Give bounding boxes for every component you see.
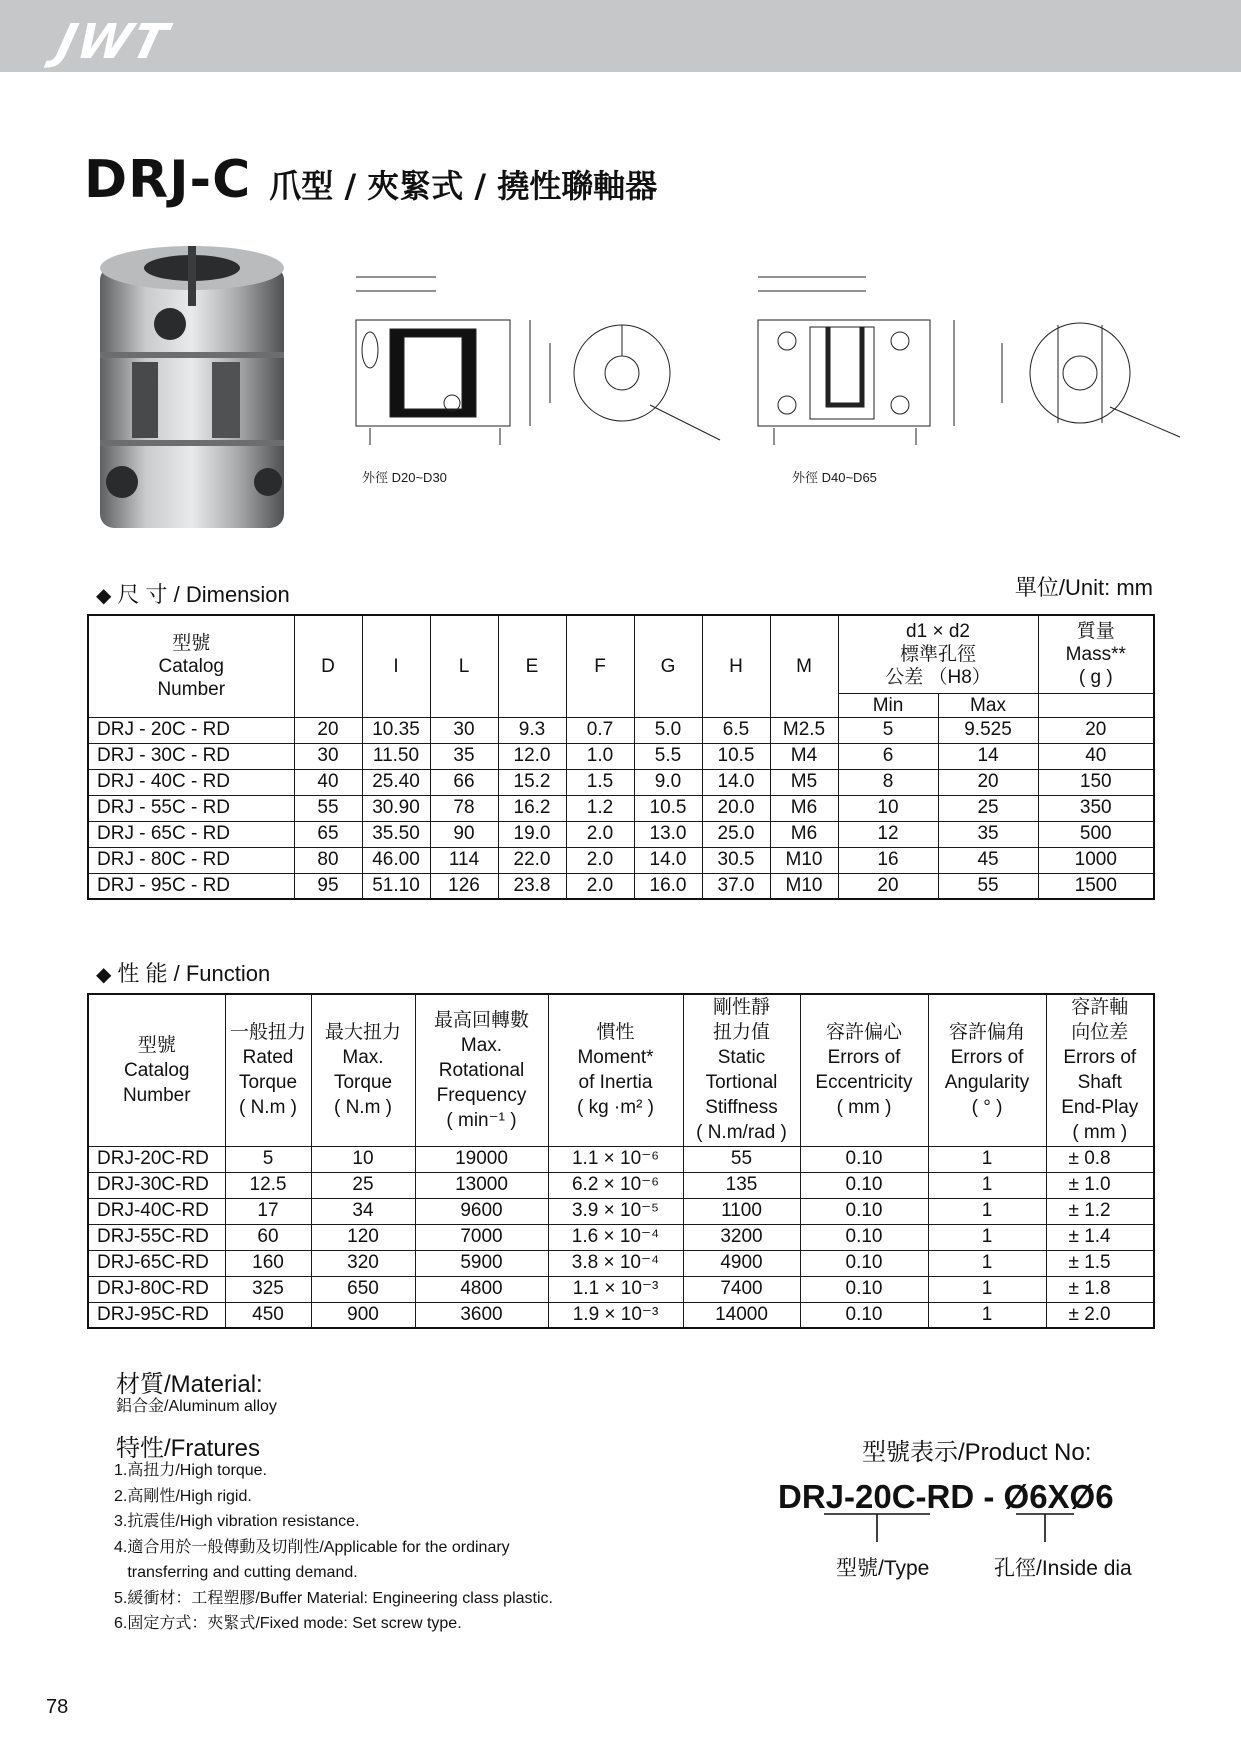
cell-d: 40 — [294, 769, 362, 795]
cell-h: 10.5 — [702, 743, 770, 769]
dimension-heading: ◆ 尺 寸 / Dimension — [96, 582, 290, 607]
cell-endplay: ± 0.8 — [1046, 1146, 1154, 1172]
cell-e: 23.8 — [498, 873, 566, 899]
cell-i: 30.90 — [362, 795, 430, 821]
cell-h: 20.0 — [702, 795, 770, 821]
cell-catalog: DRJ-80C-RD — [88, 1276, 225, 1302]
cell-max: 14 — [938, 743, 1038, 769]
cell-i: 10.35 — [362, 717, 430, 743]
header-line: Catalog — [124, 1059, 190, 1081]
cell-g: 5.0 — [634, 717, 702, 743]
header-stiffness — [683, 994, 800, 1146]
header-g: G — [634, 615, 702, 717]
cell-l: 126 — [430, 873, 498, 899]
cell-e: 19.0 — [498, 821, 566, 847]
cell-h: 37.0 — [702, 873, 770, 899]
cell-d: 80 — [294, 847, 362, 873]
page-title — [84, 150, 657, 210]
cell-inertia: 1.6 × 10⁻⁴ — [548, 1224, 683, 1250]
header-i: I — [362, 615, 430, 717]
feature-item: 1.高扭力/High torque. — [114, 1462, 267, 1479]
coupling-photo — [92, 244, 292, 544]
header-line: 剛性靜 — [712, 997, 770, 1019]
cell-speed: 3600 — [415, 1302, 548, 1328]
diamond-icon: ◆ — [96, 964, 112, 986]
cell-i: 11.50 — [362, 743, 430, 769]
cell-max: 35 — [938, 821, 1038, 847]
cell-catalog: DRJ - 65C - RD — [88, 821, 294, 847]
cell-f: 2.0 — [566, 873, 634, 899]
cell-m: M6 — [770, 795, 838, 821]
cell-d: 65 — [294, 821, 362, 847]
cell-ang: 1 — [928, 1224, 1046, 1250]
unit-label: 單位/Unit: mm — [1014, 575, 1153, 600]
header-h: H — [702, 615, 770, 717]
cell-e: 22.0 — [498, 847, 566, 873]
type-label: 型號/Type — [836, 1557, 930, 1580]
header-line: of Inertia — [578, 1072, 653, 1094]
product-title: 型號表示/Product No: — [862, 1439, 1092, 1466]
cell-f: 0.7 — [566, 717, 634, 743]
cell-e: 16.2 — [498, 795, 566, 821]
header-band — [0, 0, 1241, 72]
cell-speed: 7000 — [415, 1224, 548, 1250]
cell-max: 120 — [311, 1224, 415, 1250]
cell-inertia: 1.9 × 10⁻³ — [548, 1302, 683, 1328]
cell-mass: 150 — [1038, 769, 1154, 795]
cell-g: 9.0 — [634, 769, 702, 795]
cell-g: 13.0 — [634, 821, 702, 847]
header-speed — [415, 994, 548, 1146]
cell-max: 650 — [311, 1276, 415, 1302]
cell-i: 51.10 — [362, 873, 430, 899]
cell-l: 78 — [430, 795, 498, 821]
header-line: 容許偏角 — [948, 1022, 1025, 1044]
header-line: 型號 — [137, 1034, 176, 1056]
cell-f: 1.0 — [566, 743, 634, 769]
cell-inertia: 3.9 × 10⁻⁵ — [548, 1198, 683, 1224]
cell-catalog: DRJ - 80C - RD — [88, 847, 294, 873]
cell-ecc: 0.10 — [800, 1276, 928, 1302]
header-line: 一般扭力 — [229, 1022, 306, 1044]
header-line: 最高回轉數 — [433, 1009, 529, 1031]
header-line: Moment* — [577, 1047, 654, 1069]
cell-e: 12.0 — [498, 743, 566, 769]
header-line: Shaft — [1077, 1072, 1122, 1094]
cell-max: 20 — [938, 769, 1038, 795]
header-line: Max. — [342, 1047, 384, 1069]
cell-rated: 325 — [225, 1276, 311, 1302]
product-code: DRJ-20C-RD - Ø6XØ6 — [778, 1478, 1114, 1515]
cell-g: 14.0 — [634, 847, 702, 873]
cell-speed: 9600 — [415, 1198, 548, 1224]
material-title: 材質/Material: — [116, 1371, 263, 1398]
material-desc: 鋁合金/Aluminum alloy — [116, 1398, 277, 1415]
cell-min: 20 — [838, 873, 938, 899]
cell-speed: 13000 — [415, 1172, 548, 1198]
header-line: 容許偏心 — [825, 1022, 902, 1044]
cell-catalog: DRJ-65C-RD — [88, 1250, 225, 1276]
header-line: Max. — [460, 1034, 503, 1056]
header-line: Angularity — [944, 1072, 1030, 1094]
cell-h: 14.0 — [702, 769, 770, 795]
cell-ecc: 0.10 — [800, 1172, 928, 1198]
feature-item: 3.抗震佳/High vibration resistance. — [114, 1513, 360, 1530]
table-row — [88, 1250, 1154, 1276]
table-row — [88, 795, 1154, 821]
cell-min: 12 — [838, 821, 938, 847]
header-line: 最大扭力 — [324, 1022, 401, 1044]
header-rated — [225, 994, 311, 1146]
cell-m: M4 — [770, 743, 838, 769]
diamond-icon: ◆ — [96, 585, 112, 607]
cell-f: 2.0 — [566, 821, 634, 847]
cell-catalog: DRJ-20C-RD — [88, 1146, 225, 1172]
cell-speed: 19000 — [415, 1146, 548, 1172]
header-line: ( N.m ) — [333, 1097, 393, 1119]
cell-max: 45 — [938, 847, 1038, 873]
cell-speed: 5900 — [415, 1250, 548, 1276]
cell-m: M6 — [770, 821, 838, 847]
cell-ecc: 0.10 — [800, 1250, 928, 1276]
cell-endplay: ± 1.4 — [1046, 1224, 1154, 1250]
cell-e: 15.2 — [498, 769, 566, 795]
feature-item: 6.固定方式：夾緊式/Fixed mode: Set screw type. — [114, 1615, 462, 1632]
cell-rated: 12.5 — [225, 1172, 311, 1198]
header-f: F — [566, 615, 634, 717]
cell-i: 35.50 — [362, 821, 430, 847]
cell-stiffness: 4900 — [683, 1250, 800, 1276]
header-endplay — [1046, 994, 1154, 1146]
cell-rated: 160 — [225, 1250, 311, 1276]
cell-max: 25 — [311, 1172, 415, 1198]
feature-item: transferring and cutting demand. — [114, 1564, 358, 1581]
cell-catalog: DRJ - 40C - RD — [88, 769, 294, 795]
header-m: M — [770, 615, 838, 717]
cell-catalog: DRJ - 95C - RD — [88, 873, 294, 899]
cell-max: 55 — [938, 873, 1038, 899]
cell-min: 8 — [838, 769, 938, 795]
function-heading: ◆ 性 能 / Function — [96, 961, 271, 986]
cell-l: 90 — [430, 821, 498, 847]
cell-i: 25.40 — [362, 769, 430, 795]
cell-g: 5.5 — [634, 743, 702, 769]
cell-mass: 20 — [1038, 717, 1154, 743]
cell-catalog: DRJ-95C-RD — [88, 1302, 225, 1328]
cell-max: 900 — [311, 1302, 415, 1328]
header-line: 容許軸 — [1071, 997, 1129, 1019]
feature-item: 5.緩衝材：工程塑膠/Buffer Material: Engineering class plastic. — [114, 1589, 553, 1607]
header-catalog: 型號 Catalog Number — [88, 615, 294, 717]
header-line: 向位差 — [1071, 1022, 1129, 1044]
cell-l: 114 — [430, 847, 498, 873]
header-e: E — [498, 615, 566, 717]
header-line: Errors of — [950, 1047, 1024, 1069]
cell-stiffness: 14000 — [683, 1302, 800, 1328]
header-line: ( N.m ) — [238, 1097, 298, 1119]
product-code-brackets — [820, 1512, 1120, 1552]
features-list — [114, 1458, 553, 1637]
header-line: Eccentricity — [815, 1072, 913, 1094]
cell-max: 9.525 — [938, 717, 1038, 743]
header-line: Errors of — [827, 1047, 901, 1069]
cell-h: 30.5 — [702, 847, 770, 873]
cell-m: M2.5 — [770, 717, 838, 743]
cell-endplay: ± 1.2 — [1046, 1198, 1154, 1224]
cell-stiffness: 55 — [683, 1146, 800, 1172]
cell-inertia: 3.8 × 10⁻⁴ — [548, 1250, 683, 1276]
brand-logo: JWT — [51, 14, 175, 70]
cell-mass: 40 — [1038, 743, 1154, 769]
header-maxtorque — [311, 994, 415, 1146]
cell-f: 1.5 — [566, 769, 634, 795]
header-line: ( min⁻¹ ) — [446, 1109, 517, 1131]
table-row — [88, 1276, 1154, 1302]
cell-stiffness: 3200 — [683, 1224, 800, 1250]
bore-label: 孔徑/Inside dia — [994, 1557, 1132, 1580]
cell-min: 10 — [838, 795, 938, 821]
features-title: 特性/Fratures — [116, 1435, 261, 1462]
header-angularity — [928, 994, 1046, 1146]
cell-l: 30 — [430, 717, 498, 743]
cell-ecc: 0.10 — [800, 1224, 928, 1250]
header-line: Number — [122, 1084, 191, 1106]
header-line: End-Play — [1061, 1097, 1139, 1119]
table-row — [88, 1224, 1154, 1250]
header-inertia — [548, 994, 683, 1146]
cell-rated: 450 — [225, 1302, 311, 1328]
cell-mass: 1000 — [1038, 847, 1154, 873]
cell-inertia: 6.2 × 10⁻⁶ — [548, 1172, 683, 1198]
cell-i: 46.00 — [362, 847, 430, 873]
header-eccentricity — [800, 994, 928, 1146]
header-line: 慣性 — [596, 1022, 635, 1044]
cell-min: 16 — [838, 847, 938, 873]
table-row — [88, 1146, 1154, 1172]
cell-stiffness: 135 — [683, 1172, 800, 1198]
feature-item: 4.適合用於一般傳動及切削性/Applicable for the ordinary — [114, 1538, 510, 1556]
feature-item: 2.高剛性/High rigid. — [114, 1487, 252, 1505]
cell-inertia: 1.1 × 10⁻⁶ — [548, 1146, 683, 1172]
cell-d: 20 — [294, 717, 362, 743]
header-catalog-fn — [88, 994, 225, 1146]
table-row — [88, 769, 1154, 795]
cell-ang: 1 — [928, 1250, 1046, 1276]
table-row — [88, 1302, 1154, 1328]
header-line: Static — [717, 1047, 766, 1069]
header-line: ( N.m/rad ) — [696, 1122, 787, 1144]
cell-l: 35 — [430, 743, 498, 769]
cell-d: 95 — [294, 873, 362, 899]
table-row — [88, 821, 1154, 847]
table-row — [88, 1172, 1154, 1198]
header-line: Tortional — [705, 1072, 778, 1094]
header-line: ( kg ·m² ) — [576, 1097, 655, 1119]
header-mass-blank — [1038, 693, 1154, 717]
cell-mass: 350 — [1038, 795, 1154, 821]
title-subtitle: 爪型 / 夾緊式 / 撓性聯軸器 — [269, 167, 658, 205]
header-line: ( mm ) — [1072, 1122, 1128, 1144]
cell-max: 25 — [938, 795, 1038, 821]
cell-g: 10.5 — [634, 795, 702, 821]
cell-d: 55 — [294, 795, 362, 821]
table-row — [88, 873, 1154, 899]
header-line: ( ° ) — [971, 1097, 1003, 1119]
cell-endplay: ± 2.0 — [1046, 1302, 1154, 1328]
header-line: Torque — [333, 1072, 393, 1094]
header-bore: d1 × d2 標準孔徑 公差 （H8） — [838, 615, 1038, 693]
dimension-table — [87, 614, 1155, 900]
cell-h: 25.0 — [702, 821, 770, 847]
cell-rated: 5 — [225, 1146, 311, 1172]
header-line: Frequency — [436, 1084, 527, 1106]
technical-drawings — [340, 265, 1200, 485]
drawing-caption-large: 外徑 D40~D65 — [792, 470, 877, 485]
header-line: Errors of — [1063, 1047, 1137, 1069]
cell-ecc: 0.10 — [800, 1302, 928, 1328]
table-row — [88, 743, 1154, 769]
cell-inertia: 1.1 × 10⁻³ — [548, 1276, 683, 1302]
cell-mass: 1500 — [1038, 873, 1154, 899]
table-row — [88, 847, 1154, 873]
cell-ecc: 0.10 — [800, 1198, 928, 1224]
header-line: 扭力值 — [712, 1022, 770, 1044]
cell-m: M10 — [770, 847, 838, 873]
cell-stiffness: 7400 — [683, 1276, 800, 1302]
cell-ang: 1 — [928, 1302, 1046, 1328]
cell-max: 320 — [311, 1250, 415, 1276]
cell-ang: 1 — [928, 1172, 1046, 1198]
header-max: Max — [938, 693, 1038, 717]
cell-ang: 1 — [928, 1198, 1046, 1224]
cell-max: 34 — [311, 1198, 415, 1224]
cell-d: 30 — [294, 743, 362, 769]
header-line: Torque — [238, 1072, 298, 1094]
cell-l: 66 — [430, 769, 498, 795]
cell-rated: 60 — [225, 1224, 311, 1250]
header-l: L — [430, 615, 498, 717]
cell-m: M10 — [770, 873, 838, 899]
cell-g: 16.0 — [634, 873, 702, 899]
cell-ang: 1 — [928, 1146, 1046, 1172]
cell-mass: 500 — [1038, 821, 1154, 847]
cell-catalog: DRJ-30C-RD — [88, 1172, 225, 1198]
header-min: Min — [838, 693, 938, 717]
table-row — [88, 717, 1154, 743]
header-mass: 質量 Mass** ( g ) — [1038, 615, 1154, 693]
cell-catalog: DRJ - 20C - RD — [88, 717, 294, 743]
cell-min: 6 — [838, 743, 938, 769]
cell-endplay: ± 1.8 — [1046, 1276, 1154, 1302]
cell-f: 2.0 — [566, 847, 634, 873]
header-line: ( mm ) — [836, 1097, 892, 1119]
cell-stiffness: 1100 — [683, 1198, 800, 1224]
title-model: DRJ-C — [84, 150, 252, 210]
cell-ang: 1 — [928, 1276, 1046, 1302]
cell-min: 5 — [838, 717, 938, 743]
table-row — [88, 1198, 1154, 1224]
header-line: Stiffness — [705, 1097, 778, 1119]
cell-catalog: DRJ - 55C - RD — [88, 795, 294, 821]
function-table — [87, 993, 1155, 1329]
cell-max: 10 — [311, 1146, 415, 1172]
cell-ecc: 0.10 — [800, 1146, 928, 1172]
cell-endplay: ± 1.0 — [1046, 1172, 1154, 1198]
header-line: Rated — [242, 1047, 294, 1069]
header-line: Rotational — [438, 1059, 525, 1081]
cell-m: M5 — [770, 769, 838, 795]
cell-f: 1.2 — [566, 795, 634, 821]
cell-speed: 4800 — [415, 1276, 548, 1302]
cell-catalog: DRJ-40C-RD — [88, 1198, 225, 1224]
cell-h: 6.5 — [702, 717, 770, 743]
header-d: D — [294, 615, 362, 717]
cell-endplay: ± 1.5 — [1046, 1250, 1154, 1276]
cell-catalog: DRJ-55C-RD — [88, 1224, 225, 1250]
cell-catalog: DRJ - 30C - RD — [88, 743, 294, 769]
page-number: 78 — [46, 1696, 69, 1718]
cell-rated: 17 — [225, 1198, 311, 1224]
cell-e: 9.3 — [498, 717, 566, 743]
drawing-caption-small: 外徑 D20~D30 — [362, 470, 447, 485]
